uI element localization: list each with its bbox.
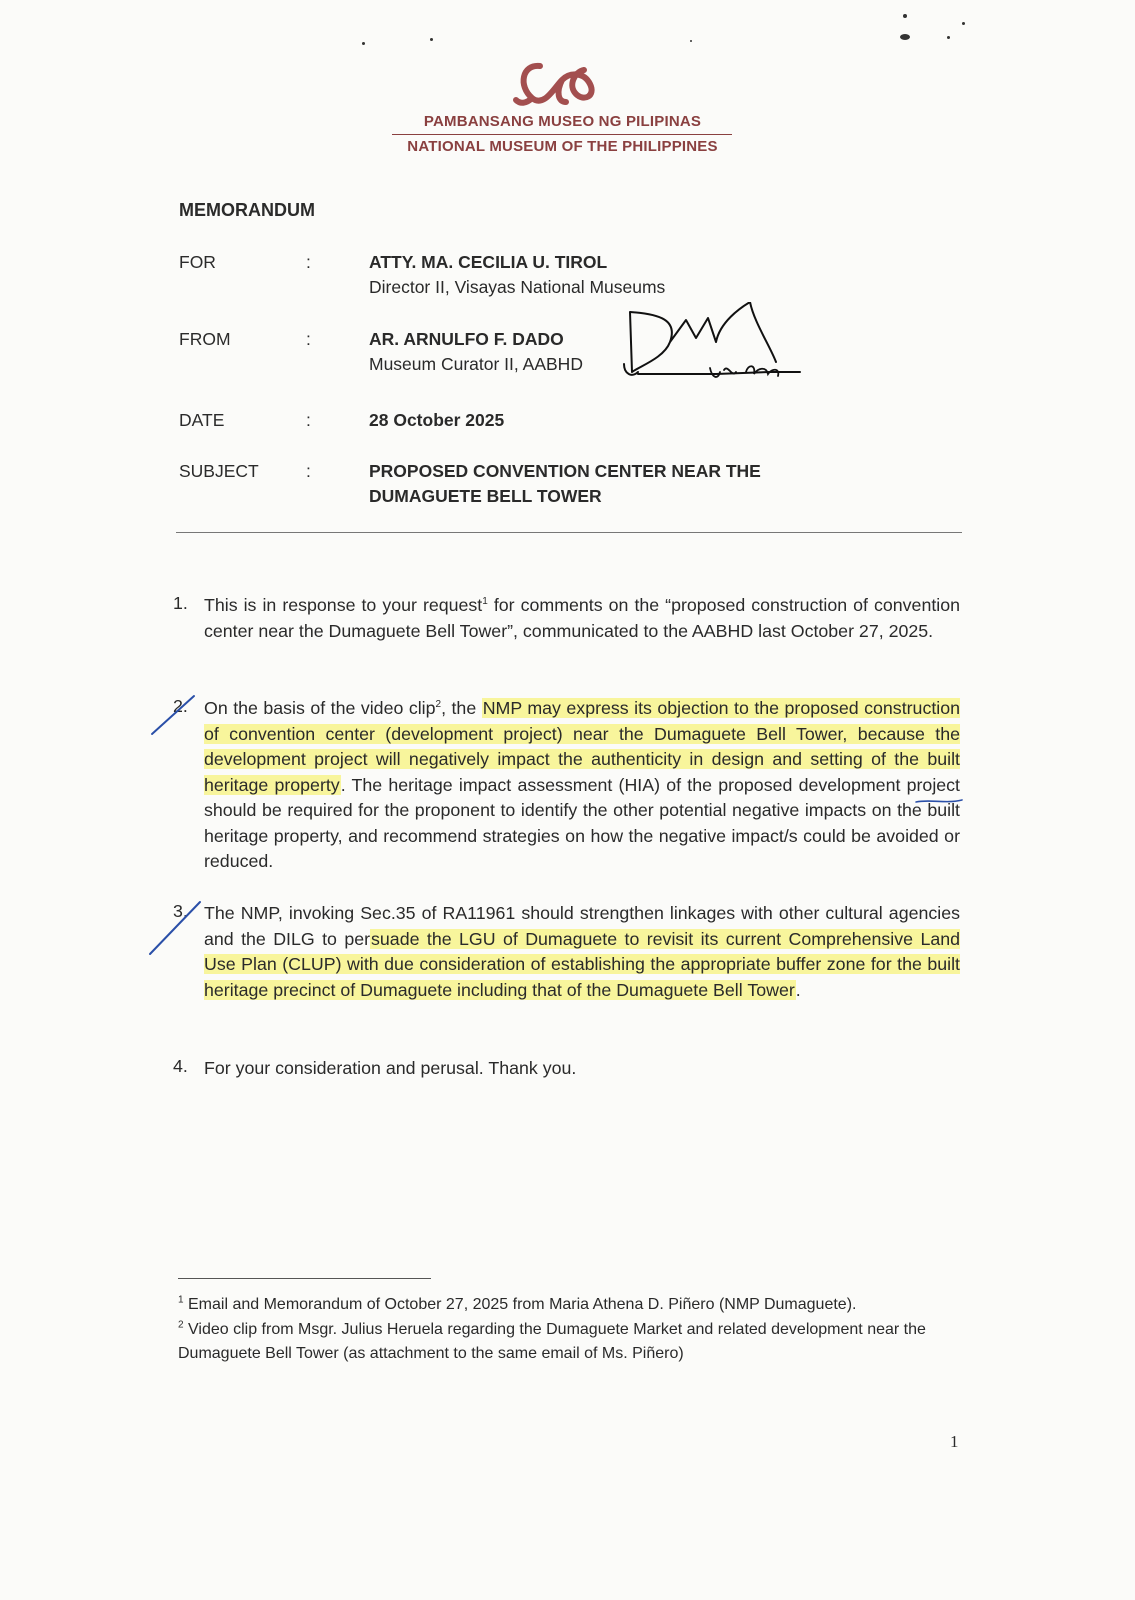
paragraph-text: for comments on the “proposed construction of convention center near the Dumaguete Bell Tower”, communicated to the AABHD last October 27, 2025.	[204, 595, 960, 641]
scan-speck	[430, 38, 433, 41]
paragraph-2	[204, 696, 960, 875]
date-text: 28 October 2025	[369, 410, 505, 430]
museum-logo-icon	[510, 58, 610, 110]
paragraph-number: 4.	[173, 1056, 188, 1076]
footnote-text: Email and Memorandum of October 27, 2025 from Maria Athena D. Piñero (NMP Dumaguete).	[183, 1296, 857, 1313]
highlighted-text: suade the LGU of Dumaguete to revisit its current Comprehensive Land Use Plan (CLUP) with due consideration of establishing the appropriate buffer zone for the built heritage precinct of Dumaguete including that of the Dumaguete Bell Tower	[204, 928, 960, 1000]
handwritten-signature	[620, 302, 820, 392]
for-block	[369, 250, 665, 300]
letterhead-rule	[392, 134, 732, 135]
paragraph-3	[204, 901, 960, 1003]
org-name-english: NATIONAL MUSEUM OF THE PHILIPPINES	[407, 138, 718, 155]
scan-speck	[690, 40, 692, 42]
from-label: FROM	[179, 329, 231, 349]
footnote-text: Video clip from Msgr. Julius Heruela regarding the Dumaguete Market and related development near the Dumaguete Bell Tower (as attachment to the same email of Ms. Piñero)	[178, 1321, 926, 1362]
colon: :	[306, 410, 311, 430]
org-name-filipino: PAMBANSANG MUSEO NG PILIPINAS	[423, 113, 702, 130]
paragraph-text: , the	[441, 698, 482, 718]
date-label: DATE	[179, 410, 225, 430]
footnote-1	[178, 1293, 968, 1317]
for-label: FOR	[179, 252, 216, 272]
paragraph-text: On the basis of the video clip	[204, 698, 436, 718]
scan-speck	[900, 34, 910, 40]
subject-block	[369, 459, 761, 509]
subject-label: SUBJECT	[179, 461, 259, 481]
paragraph-text: The NMP, invoking Sec.35 of RA11961 should strengthen linkages with other cultural agencies and the DILG to per	[204, 903, 960, 949]
scan-speck	[947, 36, 950, 39]
page-number: 1	[950, 1432, 959, 1451]
sender-position: Museum Curator II, AABHD	[369, 354, 583, 374]
pen-check-mark	[146, 690, 206, 740]
footnote-ref: 1	[482, 596, 488, 608]
sender-name: AR. ARNULFO F. DADO	[369, 329, 564, 349]
footnote-ref: 2	[435, 699, 442, 711]
colon: :	[306, 461, 311, 481]
from-block	[369, 327, 583, 377]
colon: :	[306, 252, 311, 272]
recipient-name: ATTY. MA. CECILIA U. TIROL	[369, 252, 608, 272]
footnote-2	[178, 1318, 968, 1366]
highlighted-text: NMP may express its objection to the proposed construction of convention center (development project) near the Dumaguete Bell Tower, because the development project will negatively impact the authenticity in design and setting of the built heritage property	[204, 698, 961, 795]
colon: :	[306, 329, 311, 349]
scan-speck	[903, 14, 907, 18]
paragraph-number: 1.	[173, 593, 188, 613]
subject-line-2: DUMAGUETE BELL TOWER	[369, 486, 602, 506]
header-divider	[176, 532, 962, 533]
recipient-position: Director II, Visayas National Museums	[369, 277, 666, 297]
footnote-mark: 1	[178, 1294, 184, 1306]
pen-underline	[914, 797, 964, 805]
paragraph-number: 2.	[173, 696, 188, 716]
memo-title: MEMORANDUM	[179, 200, 315, 220]
paragraph-text: .	[795, 979, 801, 1000]
pen-check-mark	[146, 894, 210, 960]
date-value	[369, 408, 504, 433]
paragraph-number: 3.	[173, 901, 188, 921]
footnote-rule	[178, 1278, 431, 1279]
scan-speck	[962, 22, 965, 25]
subject-line-1: PROPOSED CONVENTION CENTER NEAR THE	[369, 461, 761, 481]
paragraph-1	[204, 593, 960, 644]
paragraph-text: . The heritage impact assessment (HIA) of the proposed development project should be required for the proponent to identify the other potential negative impacts on the built heritage property, and recommend strategies on how the negative impact/s could be avoided or reduced.	[204, 774, 960, 871]
paragraph-text: This is in response to your request	[204, 595, 483, 615]
footnote-mark: 2	[178, 1319, 184, 1331]
scan-speck	[362, 42, 365, 45]
paragraph-4: For your consideration and perusal. Thank you.	[204, 1058, 577, 1078]
